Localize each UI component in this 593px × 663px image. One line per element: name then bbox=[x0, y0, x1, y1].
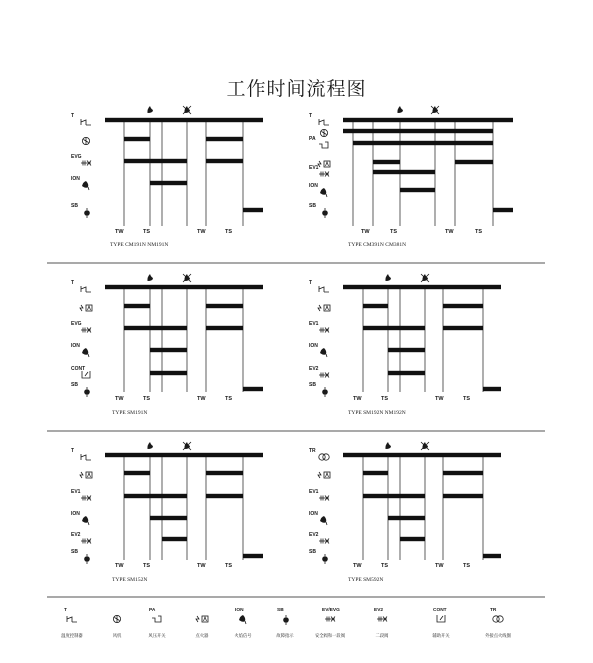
thermostat-icon bbox=[81, 454, 91, 460]
legend-label: 辅助开关 bbox=[432, 634, 450, 639]
row-code-label: T bbox=[71, 448, 75, 454]
flame-off-icon bbox=[431, 106, 439, 114]
time-axis-label: TS bbox=[463, 563, 471, 569]
legend-label: 风压开关 bbox=[148, 634, 166, 639]
signal-bar bbox=[343, 453, 501, 457]
lockout-lamp-icon bbox=[322, 387, 328, 397]
valve-icon bbox=[81, 539, 91, 544]
row-code-label: T bbox=[71, 280, 75, 286]
signal-bar bbox=[373, 170, 435, 174]
time-axis-label: TS bbox=[475, 229, 483, 235]
time-axis-label: TS bbox=[381, 563, 389, 569]
lockout-lamp-icon bbox=[84, 208, 90, 218]
ignition-transformer-icon bbox=[493, 616, 503, 622]
panel-cm191n bbox=[71, 106, 263, 248]
time-axis-label: TS bbox=[143, 229, 151, 235]
flame-icon bbox=[147, 274, 153, 281]
row-code-label: EVG bbox=[71, 154, 82, 160]
signal-bar bbox=[443, 494, 483, 498]
igniter-icon bbox=[196, 616, 208, 622]
legend-code: CONT bbox=[433, 608, 447, 613]
signal-bar bbox=[124, 304, 150, 308]
row-code-label: SB bbox=[71, 549, 78, 555]
legend-code: PA bbox=[149, 608, 156, 613]
signal-bar bbox=[162, 537, 187, 541]
valve-icon bbox=[319, 496, 329, 501]
time-axis-label: TW bbox=[445, 229, 454, 235]
time-axis-label: TW bbox=[361, 229, 370, 235]
time-axis-label: TS bbox=[225, 229, 233, 235]
row-code-label: CONT bbox=[71, 366, 86, 372]
time-axis-label: TW bbox=[353, 563, 362, 569]
signal-bar bbox=[105, 285, 263, 289]
panel-sm191n bbox=[71, 274, 263, 416]
signal-bar bbox=[483, 554, 501, 558]
legend-label: 温度控制器 bbox=[61, 634, 83, 639]
signal-bar bbox=[206, 494, 243, 498]
row-code-label: TR bbox=[309, 448, 316, 454]
type-label: TYPE CM391N CM381N bbox=[348, 242, 407, 248]
flame-off-icon bbox=[183, 274, 191, 282]
row-code-label: EV2 bbox=[309, 366, 319, 372]
signal-bar bbox=[363, 471, 388, 475]
flame-icon bbox=[385, 274, 391, 281]
igniter-icon bbox=[80, 472, 92, 478]
signal-bar bbox=[400, 537, 425, 541]
signal-bar bbox=[455, 160, 493, 164]
signal-bar bbox=[150, 181, 187, 185]
valve-icon bbox=[319, 172, 329, 177]
time-axis-label: TW bbox=[115, 563, 124, 569]
row-code-label: EV1 bbox=[309, 165, 319, 171]
signal-bar bbox=[206, 137, 243, 141]
panel-sm592n bbox=[309, 442, 501, 583]
lockout-lamp-icon bbox=[84, 387, 90, 397]
type-label: TYPE CM191N NM191N bbox=[110, 242, 169, 248]
flame-icon bbox=[397, 106, 403, 113]
time-axis-label: TS bbox=[381, 396, 389, 402]
signal-bar bbox=[206, 326, 243, 330]
row-code-label: ION bbox=[309, 511, 318, 517]
row-code-label: SB bbox=[309, 382, 316, 388]
time-axis-label: TS bbox=[143, 563, 151, 569]
thermostat-icon bbox=[81, 286, 91, 292]
signal-bar bbox=[150, 371, 187, 375]
flame-icon bbox=[147, 442, 153, 449]
signal-bar bbox=[443, 326, 483, 330]
legend-code: EV/EVG bbox=[322, 608, 340, 613]
panel-cm391n bbox=[309, 106, 513, 248]
gas-valve-icon bbox=[325, 617, 335, 622]
signal-bar bbox=[124, 471, 150, 475]
signal-bar bbox=[388, 371, 425, 375]
legend-label: 火焰信号 bbox=[234, 634, 252, 639]
ion-icon bbox=[82, 181, 89, 190]
legend-code: SB bbox=[277, 608, 284, 613]
signal-bar bbox=[343, 285, 501, 289]
time-axis-label: TW bbox=[435, 396, 444, 402]
time-axis-label: TW bbox=[197, 563, 206, 569]
signal-bar bbox=[150, 348, 187, 352]
signal-bar bbox=[243, 387, 263, 391]
igniter-icon bbox=[318, 472, 330, 478]
signal-bar bbox=[363, 494, 425, 498]
pressure-switch-icon bbox=[319, 142, 328, 148]
panel-sm152n bbox=[71, 442, 263, 583]
row-code-label: ION bbox=[309, 183, 318, 189]
row-code-label: ION bbox=[71, 511, 80, 517]
signal-bar bbox=[373, 160, 400, 164]
row-code-label: SB bbox=[71, 203, 78, 209]
row-code-label: SB bbox=[71, 382, 78, 388]
signal-bar bbox=[483, 387, 501, 391]
fan-icon bbox=[82, 137, 89, 144]
legend bbox=[61, 607, 511, 639]
ion-icon bbox=[82, 348, 89, 357]
row-code-label: SB bbox=[309, 549, 316, 555]
signal-bar bbox=[400, 188, 435, 192]
fan-icon bbox=[320, 129, 327, 136]
time-axis-label: TS bbox=[225, 396, 233, 402]
page-title: 工作时间流程图 bbox=[226, 78, 367, 100]
igniter-icon bbox=[80, 305, 92, 311]
row-code-label: ION bbox=[71, 176, 80, 182]
row-code-label: T bbox=[71, 113, 75, 119]
row-code-label: EV1 bbox=[71, 489, 81, 495]
row-code-label: EV2 bbox=[71, 532, 81, 538]
igniter-icon bbox=[318, 161, 330, 167]
aux-switch-icon bbox=[82, 371, 90, 378]
aux-switch-icon bbox=[437, 615, 445, 622]
flame-icon bbox=[385, 442, 391, 449]
row-code-label: SB bbox=[309, 203, 316, 209]
time-axis-label: TS bbox=[143, 396, 151, 402]
gas-valve-icon bbox=[81, 328, 91, 333]
lockout-lamp-icon bbox=[283, 615, 289, 625]
ion-icon bbox=[239, 615, 246, 624]
signal-bar bbox=[343, 129, 493, 133]
pressure-switch-icon bbox=[152, 616, 161, 622]
lockout-lamp-icon bbox=[322, 208, 328, 218]
igniter-icon bbox=[318, 305, 330, 311]
signal-bar bbox=[363, 326, 425, 330]
row-code-label: ION bbox=[71, 343, 80, 349]
legend-label: 点火器 bbox=[195, 634, 209, 639]
signal-bar bbox=[124, 137, 150, 141]
signal-bar bbox=[363, 304, 388, 308]
legend-label: 安全阀和一段阀 bbox=[314, 634, 346, 639]
legend-code: T bbox=[64, 608, 67, 613]
time-axis-label: TW bbox=[115, 229, 124, 235]
signal-bar bbox=[150, 516, 187, 520]
signal-bar bbox=[124, 326, 187, 330]
valve-icon bbox=[81, 496, 91, 501]
legend-label: 风机 bbox=[112, 634, 122, 639]
legend-code: ION bbox=[235, 608, 244, 613]
signal-bar bbox=[343, 118, 513, 122]
time-axis-label: TW bbox=[435, 563, 444, 569]
thermostat-icon bbox=[319, 286, 329, 292]
time-axis-label: TW bbox=[115, 396, 124, 402]
legend-label: 二段阀 bbox=[375, 634, 389, 639]
time-axis-label: TS bbox=[390, 229, 398, 235]
gas-valve-icon bbox=[81, 161, 91, 166]
signal-bar bbox=[206, 471, 243, 475]
valve-icon bbox=[319, 539, 329, 544]
legend-label: 外接点火线圈 bbox=[485, 634, 511, 639]
legend-label: 故障指示 bbox=[276, 634, 294, 639]
ion-icon bbox=[320, 516, 327, 525]
signal-bar bbox=[388, 516, 425, 520]
row-code-label: EV1 bbox=[309, 489, 319, 495]
thermostat-icon bbox=[81, 119, 91, 125]
flame-off-icon bbox=[421, 442, 429, 450]
signal-bar bbox=[105, 118, 263, 122]
signal-bar bbox=[493, 208, 513, 212]
thermostat-icon bbox=[319, 119, 329, 125]
valve-icon bbox=[377, 617, 387, 622]
ion-icon bbox=[82, 516, 89, 525]
legend-code: EV2 bbox=[374, 608, 384, 613]
row-code-label: ION bbox=[309, 343, 318, 349]
time-axis-label: TS bbox=[225, 563, 233, 569]
valve-icon bbox=[319, 328, 329, 333]
signal-bar bbox=[388, 348, 425, 352]
row-code-label: PA bbox=[309, 136, 316, 142]
flame-off-icon bbox=[183, 106, 191, 114]
signal-bar bbox=[206, 159, 243, 163]
row-code-label: EV1 bbox=[309, 321, 319, 327]
time-axis-label: TW bbox=[353, 396, 362, 402]
signal-bar bbox=[124, 494, 187, 498]
signal-bar bbox=[243, 208, 263, 212]
flame-icon bbox=[147, 106, 153, 113]
thermostat-icon bbox=[67, 616, 77, 622]
signal-bar bbox=[443, 304, 483, 308]
row-code-label: T bbox=[309, 113, 313, 119]
type-label: TYPE SM592N bbox=[348, 577, 384, 583]
row-code-label: T bbox=[309, 280, 313, 286]
signal-bar bbox=[443, 471, 483, 475]
row-code-label: EVG bbox=[71, 321, 82, 327]
time-axis-label: TW bbox=[197, 396, 206, 402]
signal-bar bbox=[124, 159, 187, 163]
signal-bar bbox=[206, 304, 243, 308]
type-label: TYPE SM191N bbox=[112, 410, 148, 416]
ignition-transformer-icon bbox=[319, 454, 329, 460]
signal-bar bbox=[243, 554, 263, 558]
flame-off-icon bbox=[183, 442, 191, 450]
signal-bar bbox=[353, 141, 493, 145]
valve-icon bbox=[319, 373, 329, 378]
type-label: TYPE SM152N bbox=[112, 577, 148, 583]
time-axis-label: TW bbox=[197, 229, 206, 235]
panel-sm192n bbox=[309, 274, 501, 416]
time-axis-label: TS bbox=[463, 396, 471, 402]
lockout-lamp-icon bbox=[322, 554, 328, 564]
flame-off-icon bbox=[421, 274, 429, 282]
row-code-label: EV2 bbox=[309, 532, 319, 538]
ion-icon bbox=[320, 348, 327, 357]
signal-bar bbox=[105, 453, 263, 457]
ion-icon bbox=[320, 188, 327, 197]
lockout-lamp-icon bbox=[84, 554, 90, 564]
type-label: TYPE SM192N NM192N bbox=[348, 410, 406, 416]
legend-code: TR bbox=[490, 608, 497, 613]
fan-icon bbox=[113, 615, 120, 622]
